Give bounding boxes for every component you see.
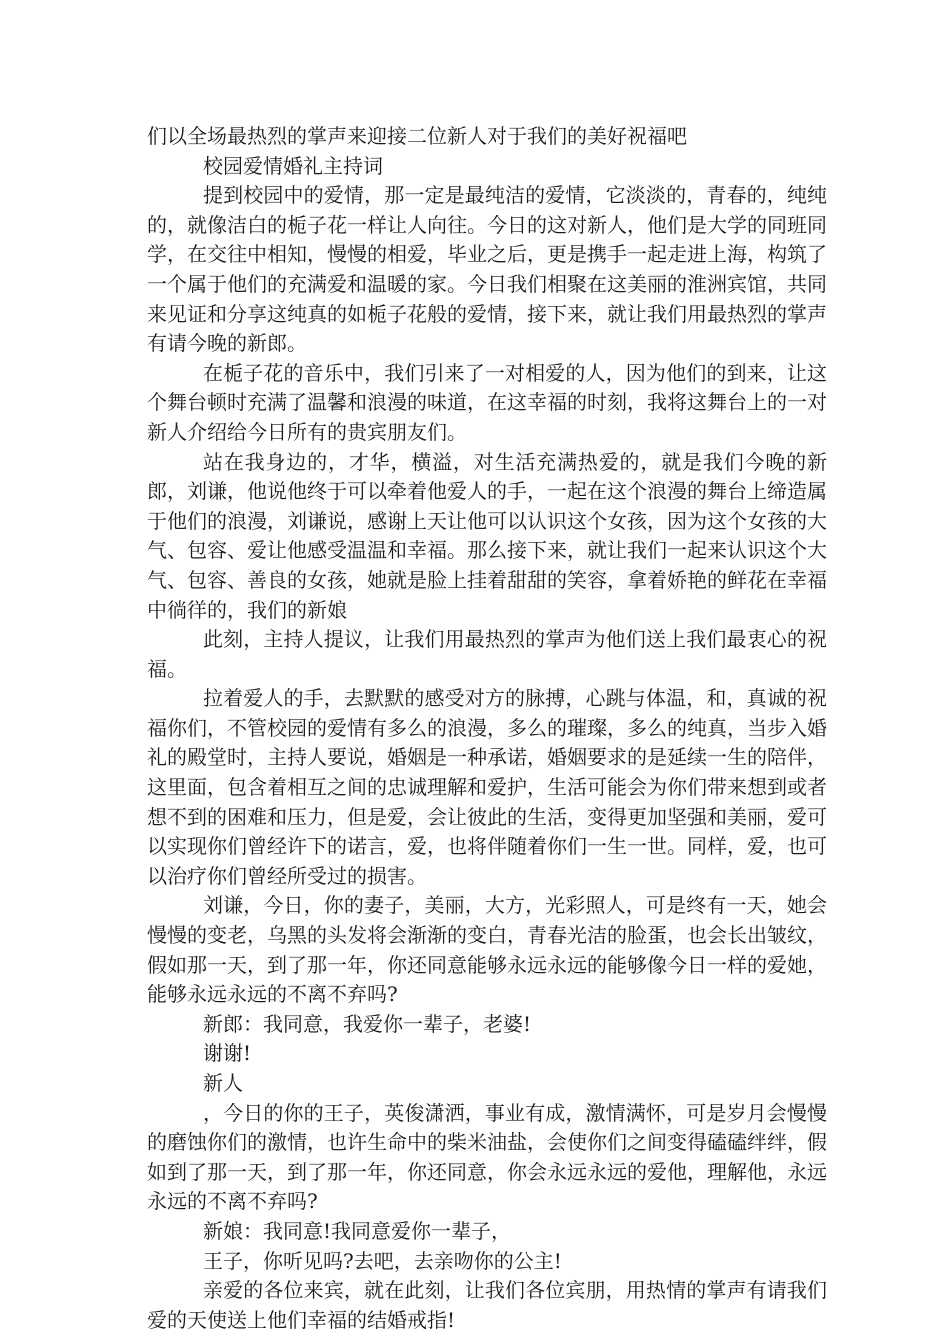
document-title: 校园爱情婚礼主持词 [203,153,383,178]
paragraph-bride-answer: 新娘：我同意!我同意爱你一辈子， [203,1218,512,1243]
paragraph-newcomer: 新人 [203,1071,243,1095]
document-body [147,122,827,1335]
paragraph-music: 在栀子花的音乐中，我们引来了一对相爱的人，因为他们的到来，让这个舞台顿时充满了温馨和浪漫的味道，在这幸福的时刻，我将这舞台上的一对新人介绍给今日所有的贵宾朋友们。 [147,360,827,444]
opening-line: 们以全场最热烈的掌声来迎接二位新人对于我们的美好祝福吧 [147,124,687,148]
paragraph-thanks: 谢谢! [203,1041,252,1066]
paragraph-rings: 亲爱的各位来宾，就在此刻，让我们各位宾朋，用热情的掌声有请我们爱的天使送上他们幸福的结婚戒指! [147,1278,827,1332]
paragraph-intro: 提到校园中的爱情，那一定是最纯洁的爱情，它淡淡的，青春的，纯纯的，就像洁白的栀子花一样让人向往。今日的这对新人，他们是大学的同班同学，在交往中相知，慢慢的相爱，毕业之后，更是携手一起走进上海，构筑了一个属于他们的充满爱和温暖的家。今日我们相聚在这美丽的淮洲宾馆，共同来见证和分享这纯真的如栀子花般的爱情，接下来，就让我们用最热烈的掌声有请今晚的新郎。 [147,183,827,356]
paragraph-groom-intro: 站在我身边的，才华，横溢，对生活充满热爱的，就是我们今晚的新郎，刘谦，他说他终于可以牵着他爱人的手，一起在这个浪漫的舞台上缔造属于他们的浪漫，刘谦说，感谢上天让他可以认识这个女孩，因为这个女孩的大气、包容、爱让他感受温温和幸福。那么接下来，就让我们一起来认识这个大气、包容、善良的女孩，她就是脸上挂着甜甜的笑容，拿着娇艳的鲜花在幸福中徜徉的，我们的新娘 [147,449,827,622]
paragraph-marriage-promise: 拉着爱人的手，去默默的感受对方的脉搏，心跳与体温，和，真诚的祝福你们，不管校园的爱情有多么的浪漫，多么的璀璨，多么的纯真，当步入婚礼的殿堂时，主持人要说，婚姻是一种承诺，婚姻要求的是延续一生的陪伴，这里面，包含着相互之间的忠诚理解和爱护，生活可能会为你们带来想到或者想不到的困难和压力，但是爱，会让彼此的生活，变得更加坚强和美丽，爱可以实现你们曾经许下的诺言，爱，也将伴随着你们一生一世。同样，爱，也可以治疗你们曾经所受过的损害。 [147,686,827,888]
paragraph-groom-vow-question: 刘谦，今日，你的妻子，美丽，大方，光彩照人，可是终有一天，她会慢慢的变老，乌黑的头发将会渐渐的变白，青春光洁的脸蛋，也会长出皱纹，假如那一天，到了那一年，你还同意能够永远永远的能够像今日一样的爱她，能够永远永远的不离不弃吗? [147,893,827,1007]
paragraph-blessing-proposal: 此刻，主持人提议，让我们用最热烈的掌声为他们送上我们最衷心的祝福。 [147,627,827,681]
paragraph-kiss: 王子，你听见吗?去吧，去亲吻你的公主! [203,1248,562,1273]
paragraph-groom-answer: 新郎：我同意，我爱你一辈子，老婆! [203,1011,532,1036]
paragraph-bride-vow-question: ，今日的你的王子，英俊潇洒，事业有成，激情满怀，可是岁月会慢慢的磨蚀你们的激情，也许生命中的柴米油盐，会使你们之间变得磕磕绊绊，假如到了那一天，到了那一年，你还同意，你会永远永远的爱他，理解他，永远永远的不离不弃吗? [147,1100,827,1214]
